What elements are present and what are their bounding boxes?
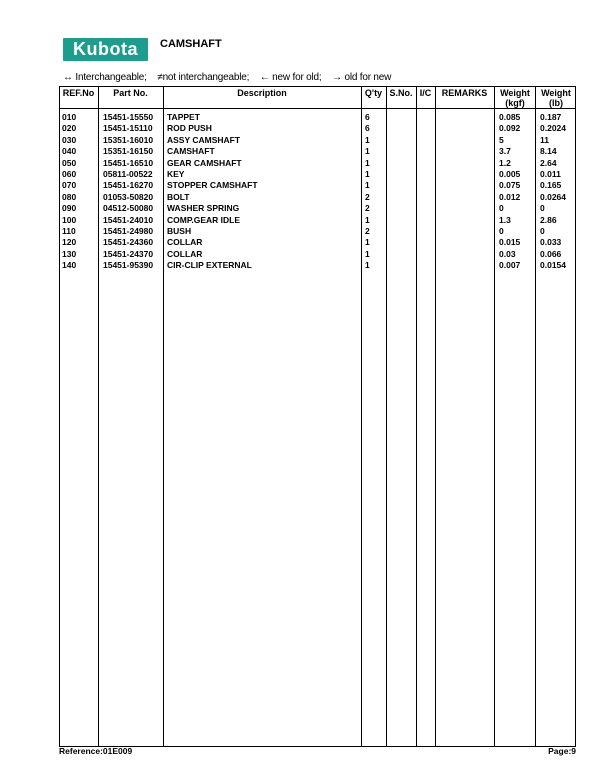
cell-desc: WASHER SPRING: [167, 203, 240, 214]
header-part-no: Part No.: [113, 88, 148, 98]
cell-ref: 020: [62, 123, 77, 134]
table-row: [59, 249, 576, 260]
cell-ref: 010: [62, 112, 77, 122]
cell-lb: 0.0154: [540, 260, 566, 271]
cell-ref: 110: [62, 225, 76, 236]
table-row: [59, 158, 576, 169]
table-row: [59, 123, 576, 134]
cell-qty: 2: [365, 203, 370, 214]
cell-part: 15451-16510: [103, 157, 154, 168]
cell-qty: 2: [365, 225, 370, 236]
cell-part: 15451-24370: [103, 248, 154, 259]
table-row: [59, 135, 576, 146]
cell-desc: COMP.GEAR IDLE: [167, 214, 241, 225]
cell-kgf: 0.075: [499, 180, 521, 191]
table-row: [59, 180, 576, 191]
cell-desc: COLLAR: [167, 237, 203, 248]
header-sno: S.No.: [389, 88, 413, 98]
cell-desc: CIR-CLIP EXTERNAL: [167, 260, 252, 271]
cell-kgf: 0.092: [499, 123, 521, 134]
cell-lb: 2.64: [540, 157, 557, 168]
cell-part: 01053-50820: [103, 191, 154, 202]
cell-lb: 0.0264: [540, 191, 566, 202]
cell-desc: ROD PUSH: [167, 123, 212, 134]
cell-qty: 1: [365, 260, 370, 271]
cell-qty: 6: [365, 123, 370, 134]
cell-ref: 130: [62, 248, 77, 259]
cell-ref: 080: [62, 191, 77, 202]
table-row: [59, 169, 576, 180]
cell-ref: 100: [62, 214, 77, 225]
cell-desc: CAMSHAFT: [167, 146, 215, 157]
page-title: CAMSHAFT: [160, 38, 222, 50]
cell-part: 15451-15110: [103, 123, 153, 134]
cell-ref: 070: [62, 180, 77, 191]
cell-lb: 0.066: [540, 248, 562, 259]
table-row: [59, 112, 576, 123]
page-number: Page:9: [548, 746, 576, 756]
cell-part: 15451-15550: [103, 112, 154, 122]
legend-interchangeable: ↔ Interchangeable;: [63, 72, 147, 83]
cell-desc: KEY: [167, 168, 185, 179]
cell-ref: 040: [62, 146, 77, 157]
cell-lb: 0.033: [540, 237, 562, 248]
cell-part: 15451-24010: [103, 214, 154, 225]
cell-kgf: 0: [499, 225, 504, 236]
header-ic: I/C: [419, 88, 432, 98]
cell-qty: 1: [365, 168, 370, 179]
cell-kgf: 1.2: [499, 157, 511, 168]
cell-kgf: 0.03: [499, 248, 516, 259]
cell-part: 15351-16010: [103, 134, 154, 145]
cell-qty: 1: [365, 134, 370, 145]
cell-qty: 2: [365, 191, 370, 202]
reference-label: Reference:01E009: [59, 746, 133, 756]
cell-kgf: 0: [499, 203, 504, 214]
cell-ref: 140: [62, 260, 77, 271]
cell-kgf: 0.005: [499, 168, 521, 179]
cell-qty: 1: [365, 157, 370, 168]
cell-kgf: 1.3: [499, 214, 511, 225]
header-qty: Q'ty: [364, 88, 383, 98]
cell-lb: 0: [540, 225, 545, 236]
parts-table: [59, 86, 576, 747]
cell-kgf: 0.085: [499, 112, 521, 122]
cell-ref: 060: [62, 168, 77, 179]
cell-kgf: 0.012: [499, 191, 521, 202]
cell-desc: BUSH: [167, 225, 192, 236]
cell-qty: 1: [365, 237, 370, 248]
table-row: [59, 203, 576, 214]
cell-part: 15351-16150: [103, 146, 154, 157]
cell-kgf: 0.007: [499, 260, 521, 271]
cell-lb: 11: [540, 134, 549, 145]
cell-lb: 0.187: [540, 112, 562, 122]
header-weight-lb: Weight (lb): [541, 88, 571, 108]
header-ref: REF.No: [62, 88, 95, 98]
legend-not-interchangeable: ≠not interchangeable;: [157, 72, 250, 83]
cell-ref: 030: [62, 134, 77, 145]
table-row: [59, 226, 576, 237]
cell-desc: COLLAR: [167, 248, 203, 259]
header-remarks: REMARKS: [441, 88, 488, 98]
cell-lb: 0.011: [540, 168, 561, 179]
legend: [63, 72, 399, 83]
cell-ref: 090: [62, 203, 77, 214]
cell-lb: 0.2024: [540, 123, 566, 134]
cell-lb: 2.86: [540, 214, 557, 225]
cell-kgf: 3.7: [499, 146, 511, 157]
cell-desc: ASSY CAMSHAFT: [167, 134, 241, 145]
table-row: [59, 146, 576, 157]
cell-lb: 0.165: [540, 180, 562, 191]
cell-ref: 050: [62, 157, 77, 168]
cell-part: 15451-24360: [103, 237, 154, 248]
cell-qty: 6: [365, 112, 370, 122]
table-row: [59, 260, 576, 271]
cell-part: 15451-24980: [103, 225, 154, 236]
cell-kgf: 5: [499, 134, 504, 145]
table-row: [59, 237, 576, 248]
legend-new-for-old: ← new for old;: [259, 72, 322, 83]
table-body: [59, 112, 576, 271]
cell-desc: TAPPET: [167, 112, 200, 122]
header-description: Description: [237, 88, 287, 98]
kubota-logo: Kubota: [63, 38, 148, 61]
cell-kgf: 0.015: [499, 237, 521, 248]
cell-lb: 0: [540, 203, 545, 214]
header-weight-kgf: Weight (kgf): [500, 88, 530, 108]
cell-qty: 1: [365, 146, 370, 157]
cell-ref: 120: [62, 237, 77, 248]
cell-part: 05811-00522: [103, 168, 153, 179]
table-row: [59, 215, 576, 226]
cell-lb: 8.14: [540, 146, 557, 157]
cell-part: 15451-95390: [103, 260, 154, 271]
cell-part: 04512-50080: [103, 203, 154, 214]
cell-qty: 1: [365, 214, 370, 225]
legend-old-for-new: → old for new: [332, 72, 392, 83]
cell-qty: 1: [365, 180, 370, 191]
cell-desc: STOPPER CAMSHAFT: [167, 180, 258, 191]
cell-desc: BOLT: [167, 191, 190, 202]
cell-part: 15451-16270: [103, 180, 154, 191]
cell-qty: 1: [365, 248, 370, 259]
table-row: [59, 192, 576, 203]
cell-desc: GEAR CAMSHAFT: [167, 157, 242, 168]
